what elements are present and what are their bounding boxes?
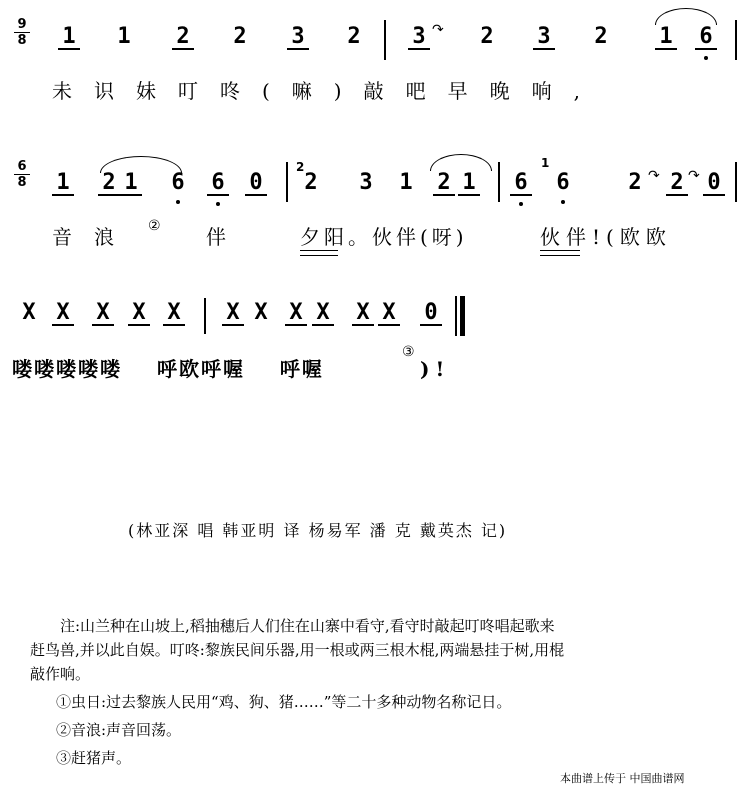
grace-note-mark: 2 xyxy=(296,160,305,174)
lyrics-line3-end: )! xyxy=(420,357,451,381)
note: 3 xyxy=(287,26,309,50)
note: X xyxy=(222,302,244,326)
note: 2 xyxy=(98,172,120,196)
note: 2 xyxy=(347,24,361,49)
note: 6 xyxy=(207,172,229,196)
slide-arrow-icon: ↷ xyxy=(432,22,444,38)
note: X xyxy=(92,302,114,326)
note: 1 xyxy=(52,172,74,196)
low-octave-dot xyxy=(519,202,523,206)
grace-note-mark: 1 xyxy=(541,156,550,170)
bar-line xyxy=(498,162,500,202)
note: 2 xyxy=(480,24,494,49)
time-signature-9-8: 9 8 xyxy=(14,18,30,47)
note: X xyxy=(254,300,268,325)
note: 3 xyxy=(408,26,430,50)
note-paragraph-line2: 赶鸟兽,并以此自娱。叮咚:黎族民间乐器,用一根或两三根木棍,两端悬挂于树,用棍 xyxy=(30,641,565,659)
note: 2 xyxy=(433,172,455,196)
note: X xyxy=(128,302,150,326)
note: 6 xyxy=(510,172,532,196)
note: 1 xyxy=(58,26,80,50)
note: 2 xyxy=(233,24,247,49)
watermark: 本曲谱上传于 中国曲谱网 xyxy=(560,772,685,785)
bar-line xyxy=(286,162,288,202)
double-underline xyxy=(540,250,580,256)
note: 0 xyxy=(245,172,267,196)
note: 1 xyxy=(117,24,131,49)
lyrics-line3: 喽喽喽喽喽 呼欧呼喔 呼喔 xyxy=(12,357,324,381)
note: 1 xyxy=(399,170,413,195)
note: 2 xyxy=(172,26,194,50)
note: X xyxy=(378,302,400,326)
note: 1 xyxy=(120,172,142,196)
bar-line xyxy=(735,162,737,202)
note: 6 xyxy=(695,26,717,50)
note: 1 xyxy=(655,26,677,50)
note: X xyxy=(312,302,334,326)
lyrics-line2-d: 伙伴!(欧欧 xyxy=(540,225,672,249)
note: 3 xyxy=(359,170,373,195)
note: X xyxy=(352,302,374,326)
note: X xyxy=(163,302,185,326)
double-underline xyxy=(300,250,338,256)
time-signature-6-8: 6 8 xyxy=(14,160,30,189)
low-octave-dot xyxy=(176,200,180,204)
note: 2 xyxy=(304,170,318,195)
low-octave-dot xyxy=(704,56,708,60)
note: 6 xyxy=(556,170,570,195)
low-octave-dot xyxy=(561,200,565,204)
note: X xyxy=(52,302,74,326)
footnote-mark-3: ③ xyxy=(402,344,415,360)
bar-line xyxy=(384,20,386,60)
note: 2 xyxy=(666,172,688,196)
note-paragraph-line1: 注:山兰种在山坡上,稻抽穗后人们住在山寨中看守,看守时敲起叮咚唱起歌来 xyxy=(60,617,555,635)
note-item-2: ②音浪:声音回荡。 xyxy=(56,721,182,739)
lyrics-line2-b: 伴 xyxy=(206,225,232,249)
slur xyxy=(430,154,492,171)
lyrics-line1: 未识妹叮咚(嘛)敲吧早晚响, xyxy=(52,79,602,103)
note: X xyxy=(22,300,36,325)
lyrics-line2-c: 夕阳。伙伴(呀) xyxy=(300,225,468,249)
note: 2 xyxy=(628,170,642,195)
final-bar-line xyxy=(455,296,457,336)
low-octave-dot xyxy=(216,202,220,206)
note: 1 xyxy=(458,172,480,196)
note: 6 xyxy=(171,170,185,195)
note: X xyxy=(285,302,307,326)
note: 0 xyxy=(420,302,442,326)
footnote-mark-2: ② xyxy=(148,218,161,234)
slide-arrow-icon: ↷ xyxy=(688,168,700,184)
slide-arrow-icon: ↷ xyxy=(648,168,660,184)
credits: (林亚深 唱 韩亚明 译 杨易军 潘 克 戴英杰 记) xyxy=(128,521,508,540)
bar-line xyxy=(204,298,206,334)
note: 2 xyxy=(594,24,608,49)
note-item-1: ①虫日:过去黎族人民用“鸡、狗、猪……”等二十多种动物名称记日。 xyxy=(56,693,512,711)
note-item-3: ③赶猪声。 xyxy=(56,749,132,767)
note-paragraph-line3: 敲作响。 xyxy=(30,665,91,683)
note: 3 xyxy=(533,26,555,50)
final-bar-line-thick xyxy=(460,296,465,336)
lyrics-line2-a: 音浪 xyxy=(52,225,136,249)
note: 0 xyxy=(703,172,725,196)
bar-line xyxy=(735,20,737,60)
slur xyxy=(655,8,717,25)
